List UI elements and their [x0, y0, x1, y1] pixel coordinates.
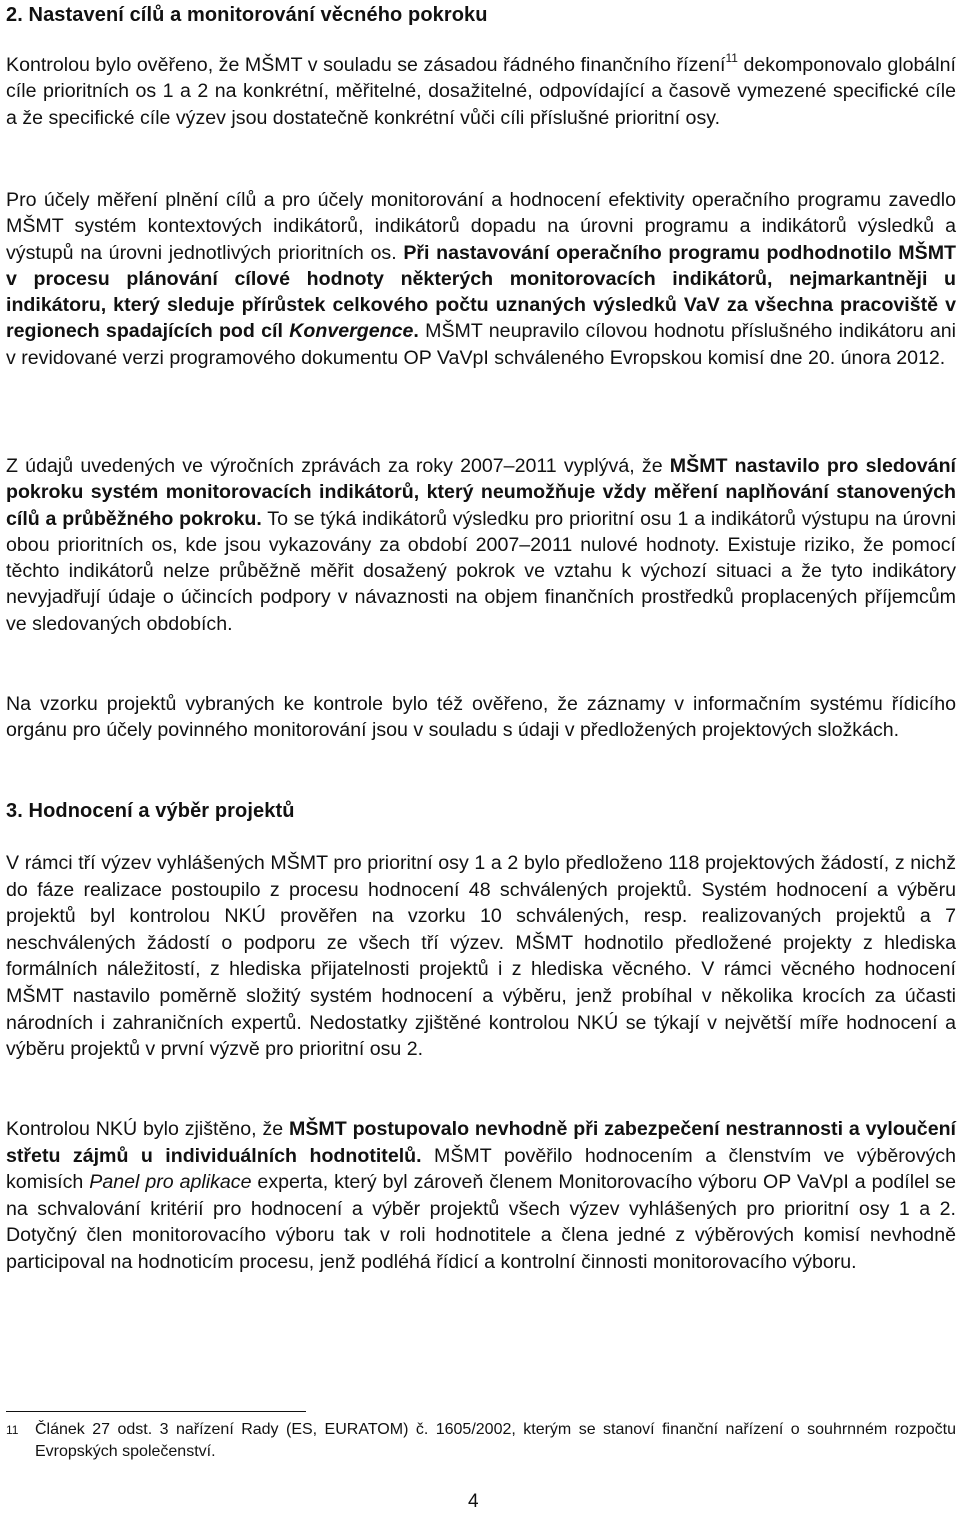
- paragraph-bold-finding: MŠMT postupovalo nevhodně při zabezpečení nestrannosti a vyloučení střetu zájmů u individuálních hodnotitelů.: [6, 1118, 957, 1167]
- paragraph-text: experta, který byl zároveň členem Monitorovacího výboru OP VaVpI a podílel se na schvalování kritérií pro hodnocení a výběr projektů všech výzev vyhlášených pro prioritní osy 1 a 2. Dotyčný člen monitorovacího výboru tak v roli hodnotitele a člena jedné z výběrových komisí nevhodně participoval na hodnoticím procesu, jenž podléhá řídicí a kontrolní činnosti monitorovacího výboru.: [6, 1171, 956, 1273]
- paragraph-text: Kontrolou NKÚ bylo zjištěno, že: [6, 1118, 290, 1140]
- section-2-paragraph-4: Na vzorku projektů vybraných ke kontrole bylo též ověřeno, že záznamy v informačním systému řídicího orgánu pro účely povinného monitorování jsou v souladu s údaji v předložených projektových složkách.: [6, 693, 956, 742]
- paragraph-bold-period: .: [413, 320, 419, 343]
- paragraph-bold-italic-term: Konvergence: [289, 320, 414, 343]
- section-3-paragraph-2: [6, 1116, 956, 1276]
- section-3-paragraph-1: V rámci tří výzev vyhlášených MŠMT pro prioritní osy 1 a 2 bylo předloženo 118 projektových žádostí, z nichž do fáze realizace postoupilo z procesu hodnocení 48 schválených projektů. Systém hodnocení a výběru projektů byl kontrolou NKÚ prověřen na vzorku 10 schválených, resp. realizovaných projektů a 7 neschválených žádostí o podporu ze všech tří výzev. MŠMT hodnotilo předložené projekty z hlediska formálních náležitostí, z hlediska přijatelnosti projektů i z hlediska věcného. V rámci věcného hodnocení MŠMT nastavilo poměrně složitý systém hodnocení a výběru, jenž probíhal v několika krocích za účasti národních i zahraničních expertů. Nedostatky zjištěné kontrolou NKÚ se týkají v největší míře hodnocení a výběru projektů v první výzvě pro prioritní osu 2.: [6, 852, 956, 1061]
- paragraph-bold-finding: MŠMT nastavilo pro sledování pokroku systém monitorovacích indikátorů, který neumožňuje vždy měření naplňování stanovených cílů a průběžného pokroku.: [6, 455, 956, 530]
- section-2-heading: 2. Nastavení cílů a monitorování věcného pokroku: [6, 4, 488, 26]
- footnote-divider: [6, 1411, 306, 1412]
- footnote-text: Článek 27 odst. 3 nařízení Rady (ES, EURATOM) č. 1605/2002, kterým se stanoví finanční nařízení o souhrnném rozpočtu Evropských společenství.: [35, 1421, 956, 1460]
- paragraph-italic-term: Panel pro aplikace: [89, 1171, 252, 1194]
- paragraph-text: dekomponovalo globální cíle prioritních os 1 a 2 na konkrétní, měřitelné, dosažitelné, odpovídající a časově vymezené specifické cíle a že specifické cíle výzev jsou dostatečně konkrétní vůči cíli příslušné prioritní osy.: [6, 54, 956, 129]
- paragraph-text: MŠMT pověřilo hodnocením a členstvím ve výběrových komisích: [6, 1144, 956, 1194]
- paragraph-text: Z údajů uvedených ve výročních zprávách za roky 2007–2011 vyplývá, že: [6, 455, 670, 477]
- page-number: 4: [468, 1491, 479, 1512]
- footnote-reference[interactable]: 11: [725, 51, 738, 65]
- paragraph-text: MŠMT neupravilo cílovou hodnotu příslušného indikátoru ani v revidované verzi programového dokumentu OP VaVpI schváleného Evropskou komisí dne 20. února 2012.: [6, 320, 956, 369]
- paragraph-bold-finding: Při nastavování operačního programu podhodnotilo MŠMT v procesu plánování cílové hodnoty některých monitorovacích indikátorů, nejmarkantněji u indikátoru, který sleduje přírůstek celkového počtu uznaných výsledků VaV za všechna pracoviště v regionech spadajících pod cíl: [6, 241, 956, 343]
- section-2-paragraph-3: [6, 453, 956, 637]
- footnote: [6, 1419, 956, 1463]
- footnote-number: 11: [6, 1423, 19, 1437]
- section-2-paragraph-2: [6, 187, 956, 371]
- paragraph-text: To se týká indikátorů výsledku pro prioritní osu 1 a indikátorů výstupu na úrovni obou prioritních os, kde jsou vykazovány za období 2007–2011 nulové hodnoty. Existuje riziko, že pomocí těchto indikátorů nelze průběžně měřit dosažený pokrok ve vztahu k výchozí situaci a že tyto indikátory nevyjadřují údaje o účincích podpory v návaznosti na objem finančních prostředků proplacených příjemcům ve sledovaných obdobích.: [6, 507, 956, 635]
- section-2-paragraph-1: [6, 52, 956, 131]
- paragraph-text: Pro účely měření plnění cílů a pro účely monitorování a hodnocení efektivity operačního programu zavedlo MŠMT systém kontextových indikátorů, indikátorů dopadu na úrovni programu a indikátorů výsledků a výstupů na úrovni jednotlivých prioritních os.: [6, 189, 956, 264]
- paragraph-text: Kontrolou bylo ověřeno, že MŠMT v souladu se zásadou řádného finančního řízení: [6, 54, 726, 76]
- section-3-heading: 3. Hodnocení a výběr projektů: [6, 800, 295, 822]
